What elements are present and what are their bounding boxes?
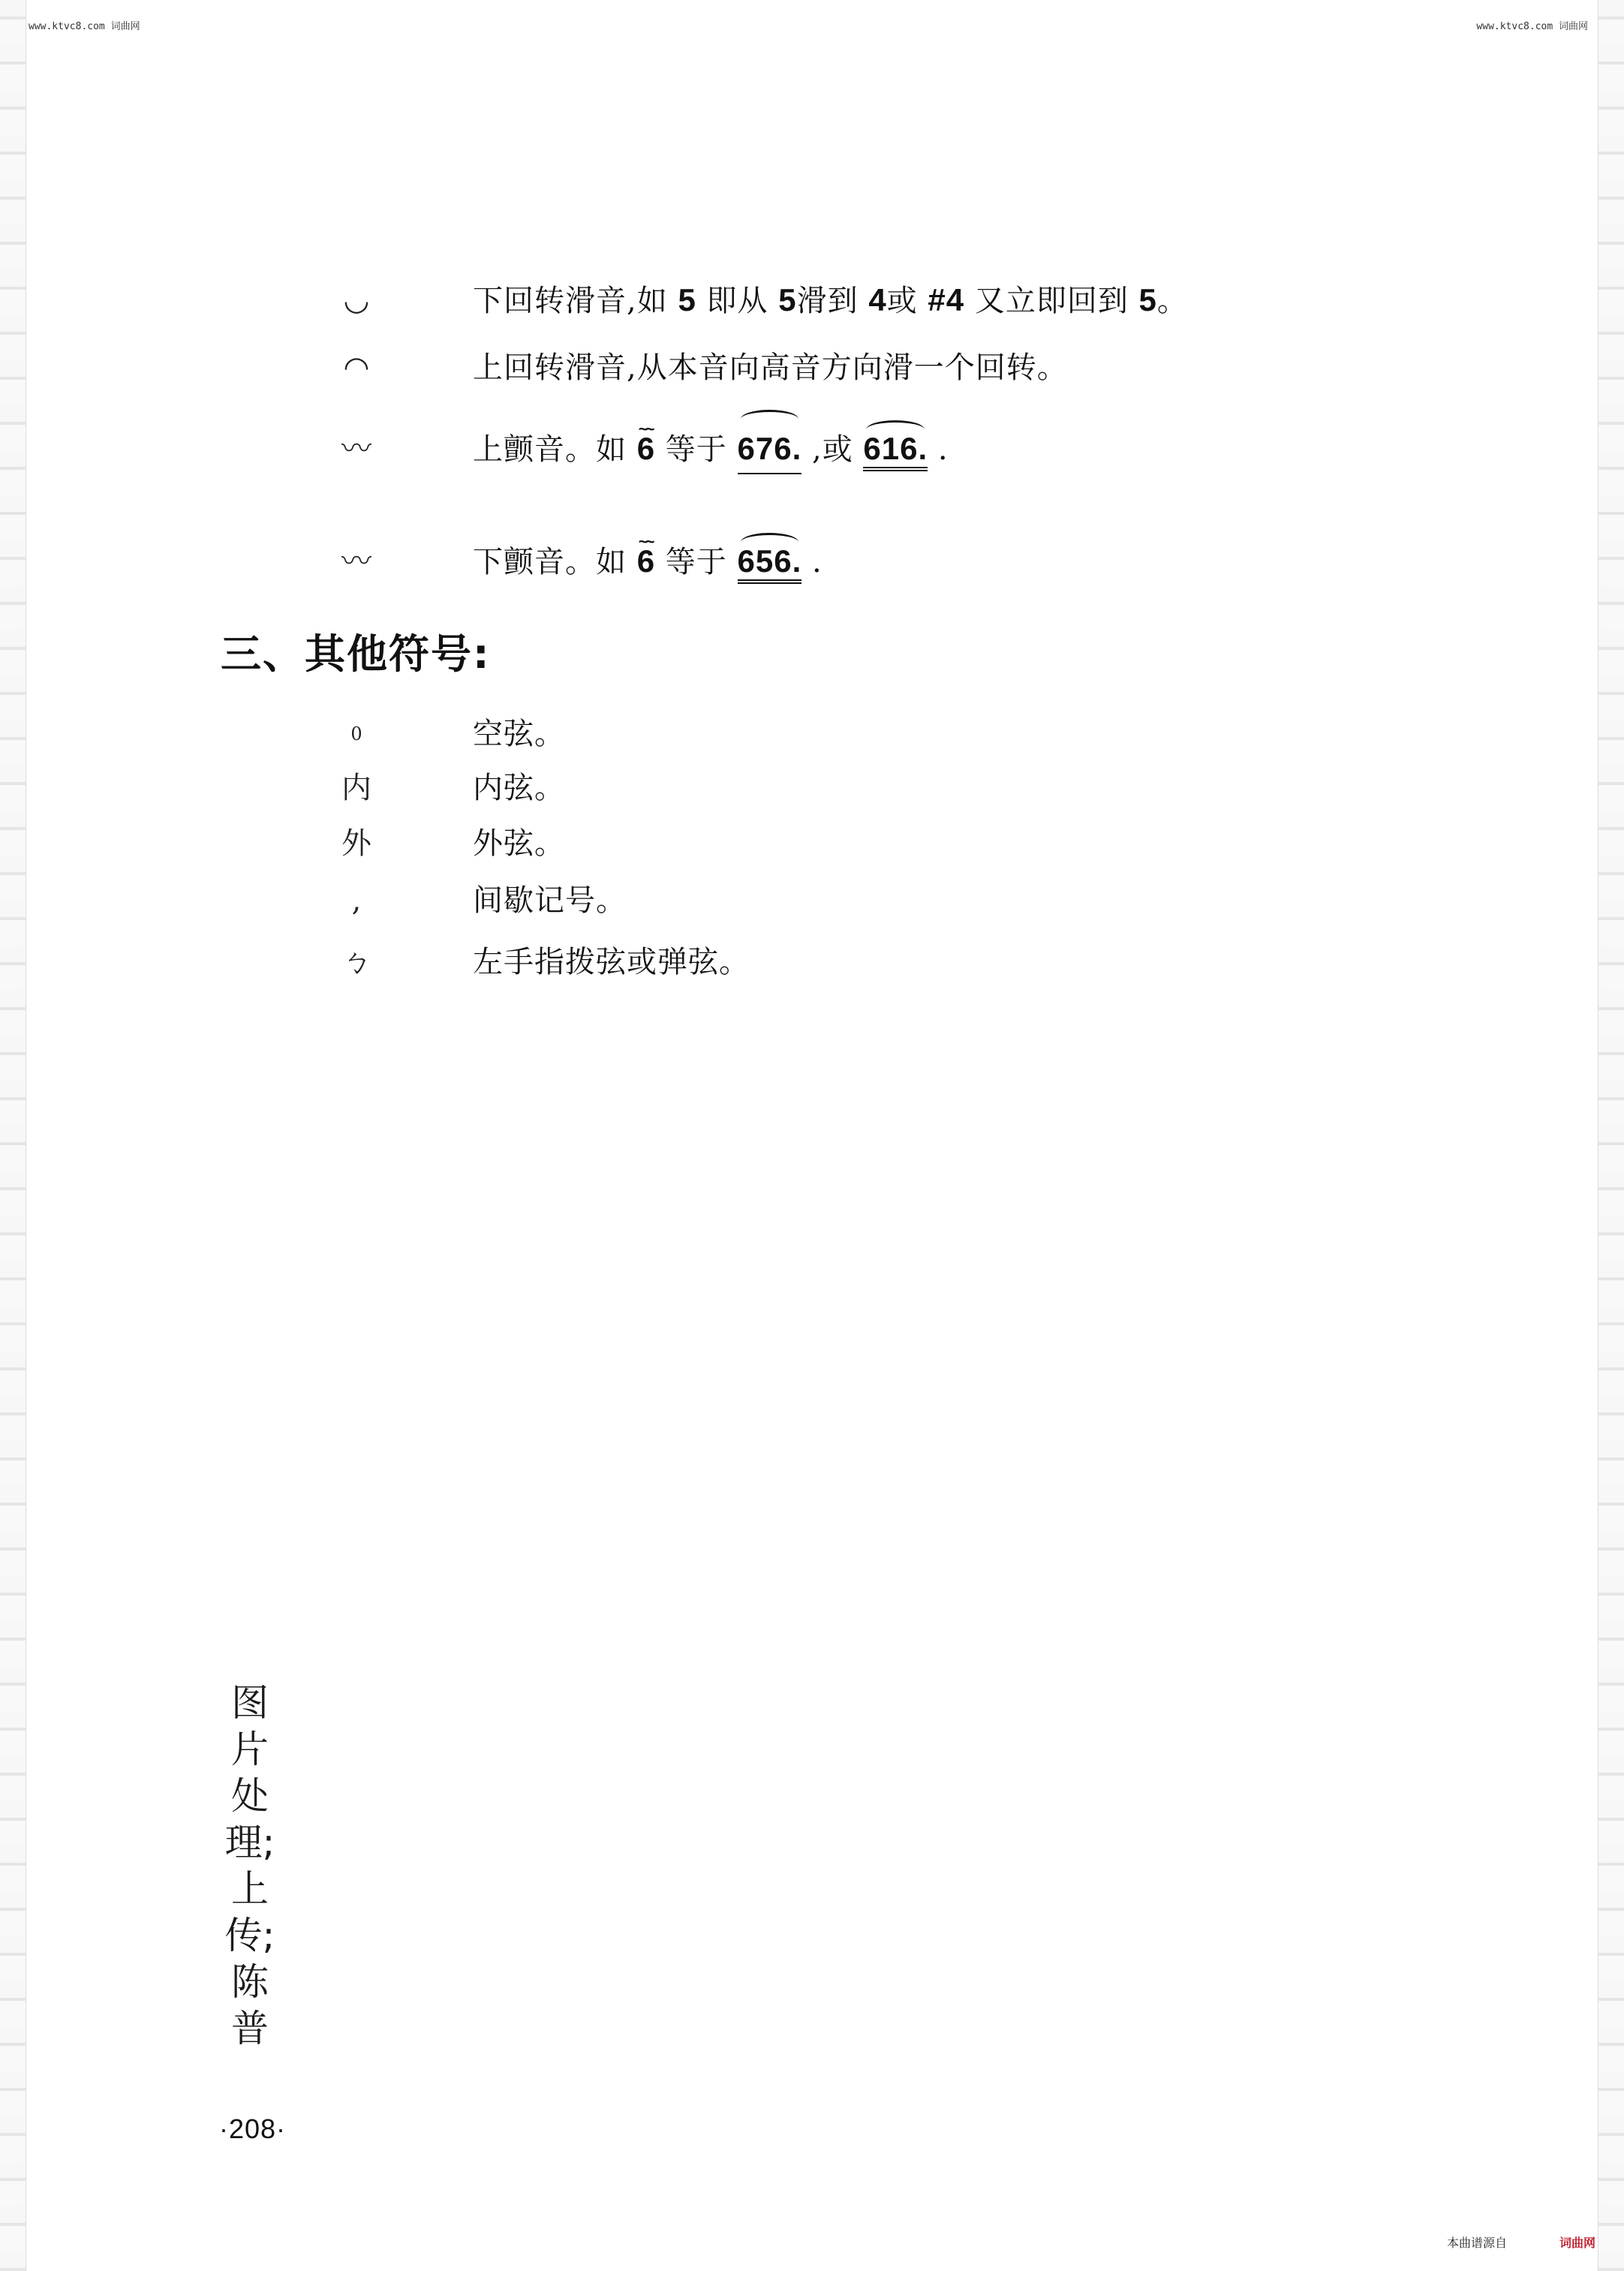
footer-source-label: 本曲谱源自 [1447,2236,1508,2250]
symbol-row [315,872,1474,929]
symbol-row [315,934,1474,991]
jianpu-number: #4 [928,282,965,317]
ornament-row [315,339,1474,396]
symbol-description: 空弦。 [473,717,565,751]
ornament-row [315,272,1474,329]
jianpu-number: 4 [868,282,887,317]
description-text: ,或 [801,432,864,467]
ornament-description [473,533,823,591]
ornament-row [315,533,1474,590]
jianpu-number: 5 [1138,282,1157,317]
left-edge-watermark-strip [0,0,26,2271]
upload-credit: 图片处理;上传;陈普 [224,1681,275,2050]
symbol-description: 外弦。 [473,826,565,861]
description-text: 。 [1156,284,1188,318]
description-text: 下回转滑音,如 [473,284,678,318]
ornament-description [473,339,1068,396]
top-left-watermark: www.ktvc8.com 词曲网 [29,21,140,32]
symbol-row [315,815,1474,872]
symbol-description: 内弦。 [473,771,565,805]
description-text: 滑到 [796,284,869,318]
symbol-row [315,705,1474,763]
jianpu-number: ~~ 6 [637,533,655,590]
symbol-description: 间歇记号。 [473,883,627,918]
jianpu-number: 5 [678,282,696,317]
description-text: . [801,545,823,579]
description-text: 即从 [696,284,779,318]
jianpu-number: ~~ 6 [637,420,655,477]
jianpu-number: 616. [863,431,928,471]
ornament-description [473,420,949,478]
ornament-description [473,272,1188,329]
ornament-row [315,420,1474,477]
description-text: 上颤音。如 [473,432,637,467]
description-text: 等于 [655,432,738,467]
description-text: 或 [886,284,928,318]
jianpu-number: 5 [778,282,797,317]
symbol-row [315,760,1474,817]
notation-symbol: 内 [341,771,371,805]
page-number: ·208· [219,2113,287,2144]
description-text: 等于 [655,545,738,579]
description-text: . [928,432,949,467]
ornament-symbol: ◡ [343,283,370,317]
symbol-description: 左手指拨弦或弹弦。 [473,945,750,979]
notation-symbol: , [351,883,362,918]
right-edge-watermark-strip [1598,0,1624,2271]
notation-symbol: ㄅ [341,945,371,979]
ornament-symbol: 〰 [341,432,371,466]
jianpu-number: 676. [738,420,802,477]
notation-symbol: 0 [350,723,362,744]
ornament-symbol: ◠ [343,350,370,385]
description-text: 又立即回到 [964,284,1139,318]
description-text: 上回转滑音,从本音向高音方向滑一个回转。 [473,350,1068,385]
footer-site-logo: 词曲网 [1559,2236,1596,2250]
section-heading: 三、其他符号: [221,630,491,678]
jianpu-number: 656. [738,543,802,584]
description-text: 下颤音。如 [473,545,637,579]
notation-symbol: 外 [341,826,371,861]
top-right-watermark: www.ktvc8.com 词曲网 [1476,21,1588,32]
ornament-symbol: 〰 [341,544,371,579]
